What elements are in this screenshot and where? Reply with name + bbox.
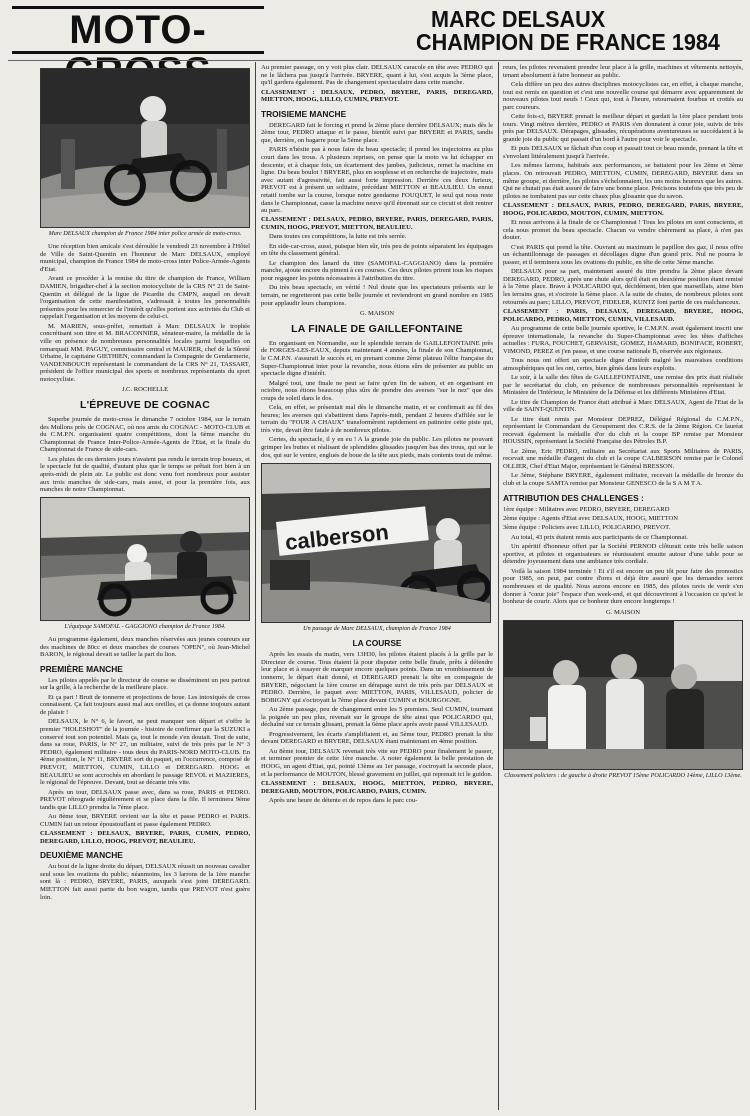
paragraph: M. MARIEN, sous-préfet, remettait à Marc DELSAUX le trophée concrétisant son titre et M. BRACONNIER, sénateur-maire, la médaille de la ville en présence de nombreuses personnalités locales parmi lesquelles on remarquait MM. PAGUY, commissaire central et MAURER, chef de la Sûreté Urbaine, le capitaine GIETHIEN, commandant la Compagnie de Gendarmerie, VANDENBOUCH représentant le commandant de la CRS N° 21, TASSART, président de l'office municipal des sports et nombreux représentants du sport motocycliste.	[40, 322, 250, 383]
paragraph: Dans toutes ces compétitions, la lutte est très serrée.	[269, 233, 407, 241]
paragraph: Cela diffère un peu des autres disciplines motocyclistes car, en effet, à chaque manche, tout est remis en question et c'est une nouvelle course qui démarre avec apparemment de nouveaux pilotes tout neufs ! Ceux qui, tout à l'heure, retournaient fourbus et crottés au parc coureurs.	[503, 80, 743, 111]
heading-challenges: ATTRIBUTION DES CHALLENGES :	[503, 492, 644, 503]
paragraph: Le soir, à la salle des fêtes de GAILLEFONTAINE, une remise des prix était réalisée par le secrétariat du club, en présence de nombreuses personnalités représentant le Ministère de l'Intérieur, le Ministère de la Défense et les différents Ministères d'Etat.	[503, 374, 743, 397]
paragraph: Le titre de Champion de France était attribué à Marc DELSAUX, Agent de l'Etat de la ville de SAINT-QUENTIN.	[503, 398, 743, 414]
paragraph: Voilà la saison 1984 terminée ! Et s'il est encore un peu tôt pour faire des pronostics pour 1985, on peut, par contre d'ores et déjà être assuré que les demandes seront nombreuses et de qualité. Nous aurons encore en 1985, des pilotes ravis de venir s'en donner à "cœur joie" l'espace d'un week-end, et qui découvriront à l'occasion ce qu'est le bonheur de courir. Alors que ce bonheur dure encore longtemps !	[503, 567, 743, 606]
caption-calberson: Un passage de Marc DELSAUX, champion de France 1984	[303, 625, 451, 633]
paragraph: Au 8ème tour, BRYERE revient sur la tête et passe PEDRO et PARIS. CUMIN fait un retour époustouflant et passe également PEDRO.	[40, 813, 250, 828]
paragraph: Après les essais du matin, vers 13H30, les pilotes étaient placés à la grille par le Directeur de course. Tous étaient là pour disputer cette belle finale, prêts à défendre leur place et à essayer de marquer encore quelques points. Dans un vrombissement de tonnerre, le départ était donné, et DEREGARD prenait la tête en compagnie de BRYERE, négociant la 1ère course en dérapage suivi de très près par DELSAUX et PEDRO. Derrière, le paquet avec MIETTON, PARIS, VILLESAUD, policier de BOBIGNY qui s'octroyait la 7ème place devant CUMIN et BOURGOGNE.	[261, 651, 493, 704]
paragraph: Au premier passage, on y voit plus clair. DELSAUX caracole en tête avec PEDRO qui ne le lâchera pas jusqu'à l'arrivée. BRYERE, quant à lui, s'est acquis la 3ème place, qu'il gardera également. Pas de changement spectaculaire dans cette manche.	[261, 64, 493, 87]
heading-deuxieme-manche: DEUXIÈME MANCHE	[40, 850, 123, 861]
paragraph: Cela, en effet, se présentait mal dès le dimanche matin, et se confirmait au fil des heures; les averses qui s'abattirent dans l'après-midi, pendant 2 heures d'affilée sur le terrain du "FOUR A CHAUX" transformèrent rapidement en patinoire cette piste qui, très vite, devait être fatale à de nombreux pilotes.	[261, 404, 493, 434]
paragraph: Malgré tout, une finale ne peut se faire qu'en fin de saison, et en organisant en octobre, nous étions beaucoup plus sûrs de prendre des averses "sur le nez" que des coups de soleil dans le dos.	[261, 379, 493, 402]
headline-line-2: CHAMPION DE FRANCE 1984	[416, 29, 720, 55]
paragraph: Tous nous ont offert un spectacle digne d'intérêt malgré les mauvaises conditions atmosphériques qui les ont, certes, bien gênés dans leurs exploits.	[503, 357, 743, 372]
paragraph: Et puis DELSAUX se fâchait d'un coup et passait tout ce beau monde, prenant la tête et s'envolant littéralement jusqu'à l'arrivée.	[503, 145, 743, 160]
paragraph: Superbe journée de moto-cross le dimanche 7 octobre 1984, sur le terrain des Mullons près de COGNAC, où nos amis du COGNAC - MOTO-CLUB et du C.M.P.N. organisaient quatre compétitions, dont la 6ème manche du Championnat de France Inter-Police-Armée-Agents de l'Etat, et la finale du Championnat de France de side-cars.	[40, 416, 250, 454]
challenge-line: 2ème équipe : Agents d'Etat avec DELSAUX, HOOG, MIETTON	[503, 515, 679, 523]
column-divider-1	[255, 62, 256, 1110]
photo-calberson	[261, 463, 491, 623]
classement: CLASSEMENT : DELSAUX, HOOG, MIETTON, PEDRO, BRYERE, DEREGARD, MOUTON, POLICARDO, PARIS, CUMIN.	[261, 779, 493, 795]
signature: G. MAISON	[605, 608, 641, 616]
paragraph: Cette fois-ci, BRYERE prenait le meilleur départ et gardait la 1ère place pendant trois tours. Vingt mètres derrière, PEDRO et PARIS s'en donnaient à cœur joie, suivis de très près par DELSAUX. Dérapages, glissades, récupérations aventureuses se succédaient à la grande joie du public qui passait d'un bord à l'autre pour voir le spectacle.	[503, 113, 743, 143]
header-rule	[8, 60, 742, 61]
paragraph: Le titre était remis par Monsieur DEPREZ, Délégué Régional du C.M.P.N., représentant le Commandant du Groupement des C.R.S. de la 2ème Région. Ce lauréat recevait également la médaille d'or du club et la coupe BP remise par Monsieur HOUSSIN, représentant la Société Française des Pétroles B.P.	[503, 415, 743, 446]
paragraph: En organisant en Normandie, sur le splendide terrain de GAILLEFONTAINE près de FORGES-LES-EAUX, depuis maintenant 4 années, la finale de son Championnat, le C.M.P.N. s'assurait le succès et, en prenant comme 2ème plateau l'élite française du Super-Championnat inter pour la revanche, nous étions sûrs de présenter au public un spectacle digne d'intérêt.	[261, 339, 493, 378]
paragraph: Après un tour, DELSAUX passe avec, dans sa roue, PARIS et PEDRO. PREVOT rétrograde régulièrement et se place dans la file. Il terminera 9ème tandis que LILLO prendra la 7ème place.	[40, 788, 250, 811]
photo-podium	[503, 620, 743, 770]
caption-sidecar: L'équipage SAMOFAL - GAGGIONO champion de France 1984.	[64, 622, 226, 630]
paragraph: Du très beau spectacle, en vérité ! Nul doute que les spectateurs présents sur le terrain, ne regretteront pas cette belle journée et reviendront en grand nombre en 1985 pour applaudir leurs champions.	[261, 284, 493, 307]
paragraph: Avant ce procéder à la remise du titre de champion de France, William DAMIEN, brigadier-chef à la section motocycliste de la CRS N° 21 de Saint-Quentin et délégué de la ligue de Picardie du CMPN, auquel on devait l'organisation de cette manifestation, s'adressait à toutes les personnalités présentes pour les remercier de l'intérêt qu'elles portent aux activités du Club et rappelait l'organisation et les moyens de celui-ci.	[40, 275, 250, 321]
column-2	[261, 64, 493, 1110]
column-1	[40, 64, 250, 1110]
classement: CLASSEMENT : DELSAUX, PARIS, PEDRO, DEREGARD, PARIS, BRYERE, HOOG, POLICARDO, MOUTON, CUMIN, MIETTON.	[503, 202, 743, 217]
heading-la-course: LA COURSE	[352, 638, 402, 649]
challenge-line: 1ère équipe : Militaires avec PEDRO, BRYERE, DEREGARD	[503, 505, 670, 513]
paragraph: Au total, 43 prix étaient remis aux participants de ce Championnat.	[511, 533, 688, 541]
paragraph: Le champion des lanard du titre (SAMOFAL-CAGGIANO) dans la première manche, ajoute encore du piment à ces courses. Ces deux pilotes prirent tous les risques pour regagner les points nécessaires à l'attribution du titre.	[261, 259, 493, 283]
column-divider-2	[498, 62, 499, 1110]
paragraph: Au 8ème tour, DELSAUX revenait très vite sur PEDRO pour finalement le passer, et terminer premier de cette 1ère manche. A noter également la belle prestation de HOOG, un agent d'Etat, qui, pointé 13ème au 1er passage, s'octroyait la seconde place, et la performance de MOUTON, blessé gravement en juillet, qui reprenait ici le guidon.	[261, 747, 493, 778]
paragraph: PARIS n'hésite pas à nous faire du beau spectacle; il prend les trajectoires au plus court dans les trous. A plusieurs reprises, on pense que la moto va lui échapper en descente, et à chaque fois, un écartement des jambes, judicieux, remet la machine en ligne. Du beau boulot ! BRYERE, plus en souplesse et en recherche de trajectoire, mais avec autant d'agressivité, fait aussi forte impression. Derrière ces deux furieux, PREVOT est à présent un solitaire, précédant MIETTON et BEAULIEU. Un ennui retatif tombe sur la course, lorsque notre gendarme FOUQUET, le seul qui nous reste dans le Championnat, casse la machine neuve qu'il étrennait sur ce circuit et doit rentrer au parc.	[261, 146, 493, 215]
paragraph: Les pilotes appelés par le directeur de course se disséminent un peu partout sur la grille, à la recherche de la meilleure place.	[40, 676, 250, 692]
caption-rider: Marc DELSAUX champion de France 1984 inter police armée de moto-cross.	[48, 230, 242, 237]
photo-sidecar	[40, 497, 250, 621]
challenge-line: 3ème équipe : Policiers avec LILLO, POLICARDO, PREVOT.	[503, 524, 671, 532]
headline-line-1: MARC DELSAUX	[431, 6, 606, 32]
paragraph: Les mêmes larrons, habitués aux performances, se battaient pour les 2ème et 3ème places. On retrouvait PEDRO, MIETTON, CUMIN, DEREGARD, BRYERE dans un même groupe, et derrière, les pilotes s'échelonnaient, les uns moins heureux que les autres. Qui ne chutait pas était assuré de faire une bonne place. Précisons toutefois que très peu de pilotes ne tombaient pas sur cette chaux plus glissante que du savon.	[503, 162, 743, 200]
paragraph: Et nous arrivons à la finale de ce Championnat ! Tous les pilotes en sont conscients, et cela nous promet du beau spectacle. Chacun va vendre chèrement sa place, à n'en pas douter.	[503, 219, 743, 242]
paragraph: Le 3ème, Stéphane BRYERE, également militaire, recevait la médaille de bronze du club et la coupe SAMTA remise par Monsieur GENESCO de la S A M T A.	[503, 472, 743, 488]
paragraph: DELSAUX pour sa part, maintenant assuré du titre prendra la 2ème place devant DEREGARD, PEDRO, après une chute alors qu'il était en deuxième position étant remisé à la 7ème place. Bravo à POLICARDO qui, décidément, bien que marseillais, aime bien les terrains gras, et s'octroie la 6ème place. A la suite de chutes, de nombreux pilotes sont retournés au parc; LILLO, PREVOT, FIDELER, KUNTZ font partie de ces malchanceux.	[503, 268, 743, 306]
paragraph: En side-car-cross, aussi, puisque bien sûr, très peu de points séparaient les équipages en tête du classement général.	[261, 242, 493, 258]
classement: CLASSEMENT : DELSAUX, BRYERE, PARIS, CUMIN, PEDRO, DEREGARD, LILLO, HOOG, PREVOT, BEAULIEU.	[40, 830, 250, 845]
paragraph: DEREGARD fait le forcing et prend la 2ème place derrière DELSAUX; mais dès le 2ème tour, PEDRO attaque et le passe, bientôt suivi par BRYERE et PARIS, tandis que, derrière, on bagarre pour la 5ème place.	[261, 121, 493, 144]
paragraph: Les pluies de ces derniers jours n'avaient pas rendu le terrain trop boueux, et le spectacle fut de qualité, d'autant plus que le temps se prêtait fort bien à un après-midi de plein air. Le public est donc venu fort nombreux pour assister aux trois manches de side-cars, mais aussi, et pour la première fois, aux manches de notre Championnat.	[40, 455, 250, 494]
classement: CLASSEMENT : DELSAUX, PEDRO, BRYERE, PARIS, DEREGARD, MIETTON, HOOG, LILLO, CUMIN, PREVOT.	[261, 88, 493, 104]
signature: G. MAISON	[359, 310, 395, 318]
paragraph: Au 2ème passage, peu de changement entre les 5 premiers. Seul CUMIN, tournant la poignée un peu plus, revenait sur le groupe de tête ainsi que POLICARDO qui, déchaîné sur ce terrain glissant, prenait la 6ème place après avoir passé VILLESAUD.	[261, 706, 493, 729]
column-3	[503, 64, 743, 1110]
podium-photo-image	[504, 621, 743, 770]
paragraph: Et ça part ! Bruit de tonnerre et projections de boue. Les intoxiqués de cross connaissent. Ça fait toujours aussi mal aux oreilles, et ça donne toujours autant de plaisir !	[40, 693, 250, 716]
caption-podium: Classement policiers : de gauche à droite PREVOT 15ème POLICARDO 14ème, LILLO 13ème.	[504, 772, 742, 780]
classement: CLASSEMENT : PARIS, DELSAUX, DEREGARD, BRYERE, HOOG, POLICARDO, PEDRO, MIETTON, CUMIN, VILLESAUD.	[503, 307, 743, 323]
calberson-banner-text: calberson	[283, 519, 390, 556]
signature: J.C. ROCHELLE	[121, 386, 169, 394]
headline	[416, 8, 719, 54]
paragraph: Au programme de cette belle journée sportive, le C.M.P.N. avait également inscrit une épreuve internationale, la revanche du Super-Championnat avec les têtes d'affiches actuelles : FURA, FOUCHET, GERVAISE, GOMEZ, HAMARD, BONIFACE, ROBERT, VIMOND, PEREZ et j'en passe, et une course nationale B, réservée aux régionaux.	[503, 324, 743, 355]
classement: CLASSEMENT : DELSAUX, PEDRO, BRYERE, PARIS, DEREGARD, PARIS, CUMIN, HOOG, PREVOT, MIETTON, BEAULIEU.	[261, 216, 493, 232]
paragraph: Certes, du spectacle, il y en eu ! A la grande joie du public. Les pilotes ne pouvant grimper les buttes et réalisant de splendides glissades jusqu'en bas des trous, qui sur le dos, qui sur le ventre, englués de boue de la tête aux pieds, mais contents tout de même.	[261, 436, 493, 459]
heading-cognac: L'ÉPREUVE DE COGNAC	[80, 399, 210, 412]
paragraph: Au programme également, deux manches réservées aux jeunes coureurs sur des machines de 80cc et deux manches de courses "OPEN", où Jean-Michel BARON, le régional devait se tailler la part du lion.	[40, 636, 250, 659]
sidecar-photo-image	[41, 498, 250, 621]
paragraph: Le 2ème, Eric PEDRO, militaire au Secrétariat aux Sports Militaires de PARIS, recevait une médaille d'argent du club et la coupe CALBERSON remise par le Colonel OLLIER, Chef d'Etat Major, représentant le Général BRESSON.	[503, 447, 743, 471]
paragraph: reurs, les pilotes revenaient prendre leur place à la grille, machines et vêtements nettoyés, tenant absolument à faire honneur au public.	[503, 64, 743, 79]
paragraph: Un apéritif d'honneur offert par la Société PERNOD clôturait cette très belle saison sportive, et pilotes et organisateurs se réunissaient ensuite autour d'une table pour se détendre joyeusement dans une ambiance très cordiale.	[503, 543, 743, 566]
section-title: MOTO-	[12, 6, 264, 54]
masthead	[0, 0, 750, 62]
paragraph: DELSAUX, le N° 6, le favori, ne peut manquer son départ et s'offre le premier "HOLESHOT" de la journée - histoire de confirmer que la SUZUKI a conservé tout son potentiel. Mais ça, tout le monde s'en doutait. Tout de suite, dans sa roue, PARIS, le N° 27, un militaire, suivi de très près par le N° 3 PEDRO, également militaire - tous deux du PARIS-NORD MOTO-CLUB. En 4ème position, le N° 11, BRYERE sort du paquet, en l'occurrence, composé de PREVOT, MIETTON, CUMIN, LILLO et DEREGARD. HOOG et BEAULIEU se sont accrochés en abordant le passage REVOL et MAZIERES, le régional de l'épreuve. Devant, tout se décante très vite.	[40, 718, 250, 787]
paragraph: Progressivement, les écarts s'amplifiaient et, au 5ème tour, PEDRO prenait la tête devant DEREGARD et BRYERE, DELSAUX étant maintenant en 4ème position.	[261, 730, 493, 746]
heading-finale: LA FINALE DE GAILLEFONTAINE	[291, 322, 463, 335]
paragraph: C'est PARIS qui prend la tête. Ouvrant au maximum le papillon des gaz, il nous offre un échantillonnage de passages et décollages digne d'un grand prix. Nul ne pourra le passer, et il terminera sous les ovations du public, en tête de cette 3ème manche.	[503, 243, 743, 266]
photo-rider	[40, 68, 250, 228]
calberson-photo-image	[262, 464, 491, 623]
heading-troisieme-manche: TROISIEME MANCHE	[261, 108, 347, 119]
heading-premiere-manche: PREMIÈRE MANCHE	[40, 663, 123, 674]
paragraph: Une réception bien amicale s'est déroulée le vendredi 23 novembre à l'Hôtel de Ville de Saint-Quentin en l'honneur de Marc DELSAUX, employé municipal, champion de France 1984 de moto-cross inter Police-Armée-Agents d'Etat.	[40, 243, 250, 273]
paragraph: Après une heure de détente et de repos dans le parc cou-	[269, 796, 418, 804]
rider-photo-image	[41, 69, 250, 228]
paragraph: Au bout de la ligne droite du départ, DELSAUX réussit un nouveau cavalier seul sous les ovations du public; néanmoins, les 3 larrons de la 1ère manche sont là : PEDRO, BRYERE, PARIS, auxquels s'est joint DEREGARD. MIETTON fait aussi partie du bon wagon, tandis que PREVOT n'est guère loin.	[40, 863, 250, 901]
